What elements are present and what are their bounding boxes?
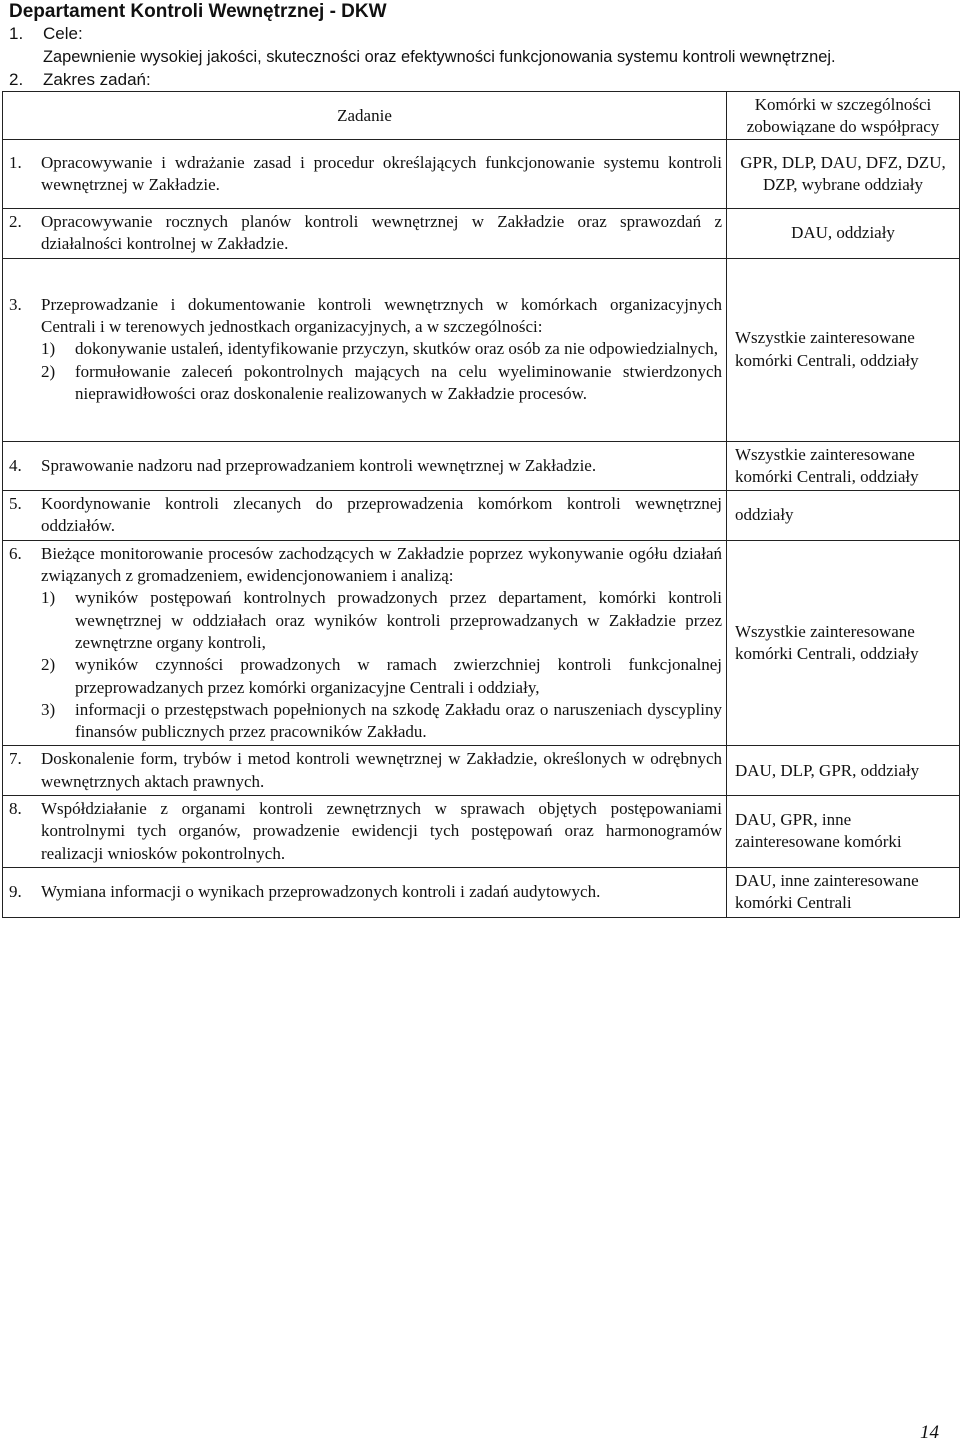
subitem-text: formułowanie zaleceń pokontrolnych mających na celu wyeliminowanie stwierdzonych nieprawidłowości oraz doskonalenie realizowanych w Zakładzie procesów. bbox=[75, 361, 722, 404]
subitem-text: dokonywanie ustaleń, identyfikowanie przyczyn, skutków oraz osób za nie odpowiedzialnych, bbox=[75, 339, 718, 359]
subitem bbox=[41, 338, 722, 360]
document-title: Departament Kontroli Wewnętrznej - DKW bbox=[9, 1, 387, 22]
task-text: Doskonalenie form, trybów i metod kontroli wewnętrznej w Zakładzie, określonych w odrębnych wewnętrznych aktach prawnych. bbox=[41, 749, 722, 791]
table-header-row bbox=[3, 92, 960, 140]
section-scope-number: 2. bbox=[9, 70, 24, 89]
task-cell bbox=[3, 796, 727, 868]
section-goals-text: Zapewnienie wysokiej jakości, skuteczności oraz efektywności funkcjonowania systemu kontroli wewnętrznej. bbox=[43, 48, 836, 66]
units-text: oddziały bbox=[735, 505, 794, 525]
subitem-text: wyników postępowań kontrolnych prowadzonych przez departament, komórki kontroli wewnętrznej w oddziałach oraz wyników kontroli przeprowadzanych w Zakładzie przez zewnętrzne organy kontroli, bbox=[75, 588, 722, 652]
subitem-number: 3) bbox=[41, 699, 56, 719]
units-text: DAU, GPR, inne zainteresowane komórki bbox=[735, 810, 902, 852]
task-number: 1. bbox=[9, 152, 22, 172]
subitem-text: informacji o przestępstwach popełnionych na szkodę Zakładu oraz o naruszeniach dyscypliny finansów publicznych przez pracowników Zakładu. bbox=[75, 699, 722, 742]
table-row bbox=[3, 540, 960, 746]
units-cell bbox=[727, 140, 960, 209]
task-text: Przeprowadzanie i dokumentowanie kontroli wewnętrznych w komórkach organizacyjnych Centrali i w terenowych jednostkach organizacyjnych, a w szczególności: bbox=[41, 294, 722, 337]
units-cell bbox=[727, 867, 960, 917]
task-text: Bieżące monitorowanie procesów zachodzących w Zakładzie poprzez wykonywanie ogółu działań związanych z gromadzeniem, ewidencjonowaniem i analizą: bbox=[41, 543, 722, 586]
task-number: 9. bbox=[9, 882, 22, 902]
units-text: GPR, DLP, DAU, DFZ, DZU, DZP, wybrane oddziały bbox=[740, 152, 946, 194]
units-text: Wszystkie zainteresowane komórki Centrali, oddziały bbox=[735, 621, 919, 664]
task-number: 7. bbox=[9, 749, 22, 769]
task-text: Sprawowanie nadzoru nad przeprowadzaniem kontroli wewnętrznej w Zakładzie. bbox=[41, 455, 597, 475]
units-text: DAU, DLP, GPR, oddziały bbox=[735, 760, 920, 780]
subitem-number: 1) bbox=[41, 339, 56, 359]
task-number: 2. bbox=[9, 212, 22, 231]
section-goals-number: 1. bbox=[9, 24, 24, 43]
subitem bbox=[41, 654, 722, 699]
units-cell bbox=[727, 209, 960, 259]
subitem bbox=[41, 587, 722, 654]
header-task: Zadanie bbox=[3, 92, 727, 140]
units-cell bbox=[727, 258, 960, 441]
task-cell bbox=[3, 491, 727, 541]
table-row bbox=[3, 140, 960, 209]
header-units: Komórki w szczególności zobowiązane do współpracy bbox=[727, 92, 960, 140]
section-scope bbox=[9, 69, 151, 91]
section-goals bbox=[9, 23, 83, 45]
subitem-number: 2) bbox=[41, 361, 56, 381]
task-text: Koordynowanie kontroli zlecanych do przeprowadzenia komórkom kontroli wewnętrznej oddziałów. bbox=[41, 494, 722, 536]
section-scope-label: Zakres zadań: bbox=[43, 70, 151, 89]
task-number: 3. bbox=[9, 294, 22, 314]
task-text: Wymiana informacji o wynikach przeprowadzonych kontroli i zadań audytowych. bbox=[41, 882, 601, 902]
units-cell bbox=[727, 491, 960, 541]
task-cell bbox=[3, 441, 727, 491]
units-cell bbox=[727, 540, 960, 746]
table-row bbox=[3, 867, 960, 917]
section-goals-label: Cele: bbox=[43, 24, 83, 43]
table-row bbox=[3, 491, 960, 541]
task-cell bbox=[3, 258, 727, 441]
task-number: 6. bbox=[9, 543, 22, 563]
subitem-number: 1) bbox=[41, 588, 56, 608]
subitem-number: 2) bbox=[41, 655, 56, 675]
task-cell bbox=[3, 140, 727, 209]
subitem bbox=[41, 699, 722, 744]
task-cell bbox=[3, 540, 727, 746]
units-text: Wszystkie zainteresowane komórki Centrali, oddziały bbox=[735, 328, 919, 370]
task-text: Współdziałanie z organami kontroli zewnętrznych w sprawach objętych postępowaniami kontrolnymi tych organów, prowadzenie ewidencji tych postępowań oraz harmonogramów realizacji wniosków pokontrolnych. bbox=[41, 799, 722, 863]
units-cell bbox=[727, 796, 960, 868]
page-number: 14 bbox=[920, 1422, 939, 1443]
task-text: Opracowywanie i wdrażanie zasad i procedur określających funkcjonowanie systemu kontroli wewnętrznej w Zakładzie. bbox=[41, 152, 722, 194]
task-number: 8. bbox=[9, 799, 22, 819]
subitem bbox=[41, 361, 722, 406]
subitem-text: wyników czynności prowadzonych w ramach zwierzchniej kontroli funkcjonalnej przeprowadzanych przez komórki organizacyjne Centrali i oddziały, bbox=[75, 655, 722, 697]
table-row bbox=[3, 796, 960, 868]
task-cell bbox=[3, 746, 727, 796]
units-text: DAU, inne zainteresowane komórki Centrali bbox=[735, 870, 919, 913]
task-number: 5. bbox=[9, 494, 22, 514]
table-row bbox=[3, 209, 960, 259]
units-cell bbox=[727, 441, 960, 491]
table-row bbox=[3, 746, 960, 796]
units-cell bbox=[727, 746, 960, 796]
units-text: Wszystkie zainteresowane komórki Centrali, oddziały bbox=[735, 444, 919, 486]
units-text: DAU, oddziały bbox=[791, 223, 895, 243]
tasks-table bbox=[2, 91, 960, 918]
table-row bbox=[3, 441, 960, 491]
task-cell bbox=[3, 209, 727, 259]
task-number: 4. bbox=[9, 455, 22, 475]
task-cell bbox=[3, 867, 727, 917]
table-row bbox=[3, 258, 960, 441]
task-text: Opracowywanie rocznych planów kontroli wewnętrznej w Zakładzie oraz sprawozdań z działalności kontrolnej w Zakładzie. bbox=[41, 212, 722, 254]
